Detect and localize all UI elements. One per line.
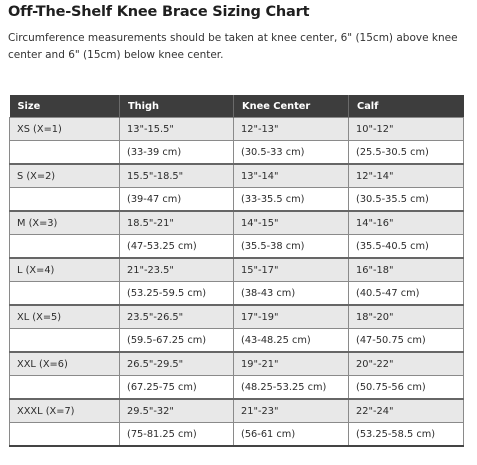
page-title: Off-The-Shelf Knee Brace Sizing Chart bbox=[8, 4, 310, 20]
thigh-inches-cell: 13"-15.5" bbox=[120, 118, 234, 141]
calf-inches-cell: 20"-22" bbox=[349, 352, 464, 376]
size-cell: XS (X=1) bbox=[10, 118, 120, 141]
calf-inches-cell: 12"-14" bbox=[349, 164, 464, 188]
calf-inches-cell: 16"-18" bbox=[349, 258, 464, 282]
thigh-cm-cell: (47-53.25 cm) bbox=[120, 235, 234, 259]
calf-cm-cell: (30.5-35.5 cm) bbox=[349, 188, 464, 212]
knee-center-inches-cell: 21"-23" bbox=[234, 399, 349, 423]
table-row bbox=[10, 352, 464, 376]
table-row bbox=[10, 235, 464, 259]
sizing-table bbox=[9, 95, 464, 447]
thigh-cm-cell: (75-81.25 cm) bbox=[120, 423, 234, 447]
size-cell-empty bbox=[10, 423, 120, 447]
calf-inches-cell: 18"-20" bbox=[349, 305, 464, 329]
table-header bbox=[10, 95, 464, 118]
calf-inches-cell: 14"-16" bbox=[349, 211, 464, 235]
thigh-cm-cell: (53.25-59.5 cm) bbox=[120, 282, 234, 306]
size-cell-empty bbox=[10, 141, 120, 165]
table-row bbox=[10, 329, 464, 353]
knee-center-inches-cell: 17"-19" bbox=[234, 305, 349, 329]
knee-center-inches-cell: 15"-17" bbox=[234, 258, 349, 282]
knee-center-inches-cell: 14"-15" bbox=[234, 211, 349, 235]
size-cell-empty bbox=[10, 329, 120, 353]
table-row bbox=[10, 118, 464, 141]
knee-center-cm-cell: (33-35.5 cm) bbox=[234, 188, 349, 212]
calf-cm-cell: (50.75-56 cm) bbox=[349, 376, 464, 400]
table-row bbox=[10, 188, 464, 212]
thigh-cm-cell: (33-39 cm) bbox=[120, 141, 234, 165]
thigh-inches-cell: 29.5"-32" bbox=[120, 399, 234, 423]
header-row bbox=[10, 95, 464, 118]
header-knee-center: Knee Center bbox=[234, 95, 349, 118]
table-row bbox=[10, 399, 464, 423]
size-cell-empty bbox=[10, 188, 120, 212]
table-row bbox=[10, 423, 464, 447]
table-row bbox=[10, 141, 464, 165]
knee-center-cm-cell: (35.5-38 cm) bbox=[234, 235, 349, 259]
size-cell: M (X=3) bbox=[10, 211, 120, 235]
calf-cm-cell: (35.5-40.5 cm) bbox=[349, 235, 464, 259]
header-thigh: Thigh bbox=[120, 95, 234, 118]
knee-center-cm-cell: (43-48.25 cm) bbox=[234, 329, 349, 353]
calf-cm-cell: (53.25-58.5 cm) bbox=[349, 423, 464, 447]
measurement-description: Circumference measurements should be taken at knee center, 6" (15cm) above knee center and 6" (15cm) below knee center. bbox=[8, 32, 458, 61]
calf-inches-cell: 10"-12" bbox=[349, 118, 464, 141]
thigh-cm-cell: (67.25-75 cm) bbox=[120, 376, 234, 400]
size-cell: XXXL (X=7) bbox=[10, 399, 120, 423]
size-cell-empty bbox=[10, 235, 120, 259]
size-cell-empty bbox=[10, 282, 120, 306]
knee-center-cm-cell: (38-43 cm) bbox=[234, 282, 349, 306]
thigh-inches-cell: 23.5"-26.5" bbox=[120, 305, 234, 329]
calf-cm-cell: (47-50.75 cm) bbox=[349, 329, 464, 353]
table-row bbox=[10, 211, 464, 235]
knee-center-inches-cell: 13"-14" bbox=[234, 164, 349, 188]
calf-cm-cell: (40.5-47 cm) bbox=[349, 282, 464, 306]
calf-inches-cell: 22"-24" bbox=[349, 399, 464, 423]
thigh-cm-cell: (39-47 cm) bbox=[120, 188, 234, 212]
table-body bbox=[10, 118, 464, 447]
thigh-inches-cell: 21"-23.5" bbox=[120, 258, 234, 282]
knee-center-cm-cell: (30.5-33 cm) bbox=[234, 141, 349, 165]
table-row bbox=[10, 164, 464, 188]
calf-cm-cell: (25.5-30.5 cm) bbox=[349, 141, 464, 165]
table-row bbox=[10, 376, 464, 400]
table-row bbox=[10, 258, 464, 282]
size-cell: S (X=2) bbox=[10, 164, 120, 188]
header-calf: Calf bbox=[349, 95, 464, 118]
knee-center-cm-cell: (56-61 cm) bbox=[234, 423, 349, 447]
size-cell: L (X=4) bbox=[10, 258, 120, 282]
size-cell: XXL (X=6) bbox=[10, 352, 120, 376]
thigh-cm-cell: (59.5-67.25 cm) bbox=[120, 329, 234, 353]
size-cell-empty bbox=[10, 376, 120, 400]
table-row bbox=[10, 282, 464, 306]
knee-center-inches-cell: 12"-13" bbox=[234, 118, 349, 141]
thigh-inches-cell: 18.5"-21" bbox=[120, 211, 234, 235]
thigh-inches-cell: 15.5"-18.5" bbox=[120, 164, 234, 188]
header-size: Size bbox=[10, 95, 120, 118]
table-row bbox=[10, 305, 464, 329]
thigh-inches-cell: 26.5"-29.5" bbox=[120, 352, 234, 376]
knee-center-inches-cell: 19"-21" bbox=[234, 352, 349, 376]
size-cell: XL (X=5) bbox=[10, 305, 120, 329]
knee-center-cm-cell: (48.25-53.25 cm) bbox=[234, 376, 349, 400]
